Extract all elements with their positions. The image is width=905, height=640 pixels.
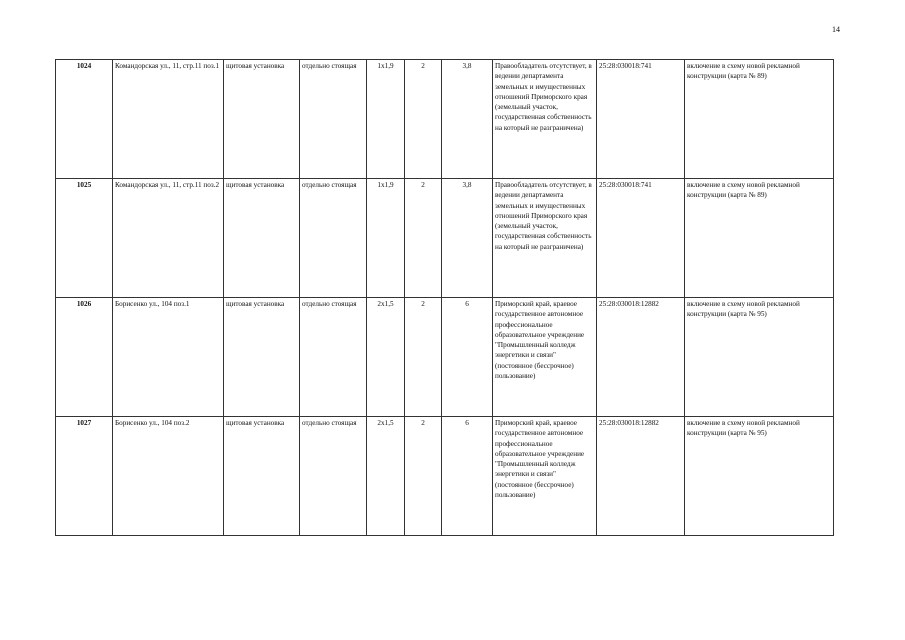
record-number-cell: 1027 bbox=[56, 417, 113, 536]
cadastral-number-cell: 25:28:030018:12882 bbox=[597, 417, 685, 536]
note-cell: включение в схему новой рекламной конструкции (карта № 95) bbox=[685, 298, 834, 417]
note-cell: включение в схему новой рекламной конструкции (карта № 89) bbox=[685, 179, 834, 298]
structure-type-cell: щитовая установка bbox=[224, 417, 300, 536]
sides-cell: 2 bbox=[405, 60, 442, 179]
owner-cell: Приморский край, краевое государственное автономное профессиональное образовательное учреждение "Промышленный колледж энергетики и связи" (постоянное (бессрочное) пользование) bbox=[493, 298, 597, 417]
structure-type-cell: щитовая установка bbox=[224, 60, 300, 179]
cadastral-number-cell: 25:28:030018:741 bbox=[597, 179, 685, 298]
area-cell: 3,8 bbox=[442, 179, 493, 298]
structure-type-cell: щитовая установка bbox=[224, 298, 300, 417]
address-cell: Командорская ул., 11, стр.11 поз.1 bbox=[113, 60, 224, 179]
address-cell: Командорская ул., 11, стр.11 поз.2 bbox=[113, 179, 224, 298]
address-cell: Борисенко ул., 104 поз.1 bbox=[113, 298, 224, 417]
owner-cell: Правообладатель отсутствует, в ведении департамента земельных и имущественных отношений Приморского края (земельный участок, государственная собственность на который не разграничена) bbox=[493, 60, 597, 179]
advertising-structures-table bbox=[55, 59, 834, 536]
address-cell: Борисенко ул., 104 поз.2 bbox=[113, 417, 224, 536]
record-number-cell: 1024 bbox=[56, 60, 113, 179]
placement-cell: отдельно стоящая bbox=[300, 298, 367, 417]
table-row bbox=[56, 60, 834, 179]
table-row bbox=[56, 417, 834, 536]
table-row bbox=[56, 179, 834, 298]
placement-cell: отдельно стоящая bbox=[300, 179, 367, 298]
size-cell: 2x1,5 bbox=[367, 298, 405, 417]
owner-cell: Приморский край, краевое государственное автономное профессиональное образовательное учреждение "Промышленный колледж энергетики и связи" (постоянное (бессрочное) пользование) bbox=[493, 417, 597, 536]
area-cell: 3,8 bbox=[442, 60, 493, 179]
area-cell: 6 bbox=[442, 298, 493, 417]
size-cell: 1x1,9 bbox=[367, 179, 405, 298]
placement-cell: отдельно стоящая bbox=[300, 417, 367, 536]
structure-type-cell: щитовая установка bbox=[224, 179, 300, 298]
sides-cell: 2 bbox=[405, 179, 442, 298]
record-number-cell: 1026 bbox=[56, 298, 113, 417]
note-cell: включение в схему новой рекламной конструкции (карта № 95) bbox=[685, 417, 834, 536]
cadastral-number-cell: 25:28:030018:741 bbox=[597, 60, 685, 179]
size-cell: 2x1,5 bbox=[367, 417, 405, 536]
area-cell: 6 bbox=[442, 417, 493, 536]
sides-cell: 2 bbox=[405, 417, 442, 536]
size-cell: 1x1,9 bbox=[367, 60, 405, 179]
record-number-cell: 1025 bbox=[56, 179, 113, 298]
table-row bbox=[56, 298, 834, 417]
cadastral-number-cell: 25:28:030018:12882 bbox=[597, 298, 685, 417]
page-number: 14 bbox=[832, 25, 840, 34]
placement-cell: отдельно стоящая bbox=[300, 60, 367, 179]
note-cell: включение в схему новой рекламной конструкции (карта № 89) bbox=[685, 60, 834, 179]
sides-cell: 2 bbox=[405, 298, 442, 417]
owner-cell: Правообладатель отсутствует, в ведении департамента земельных и имущественных отношений Приморского края (земельный участок, государственная собственность на который не разграничена) bbox=[493, 179, 597, 298]
